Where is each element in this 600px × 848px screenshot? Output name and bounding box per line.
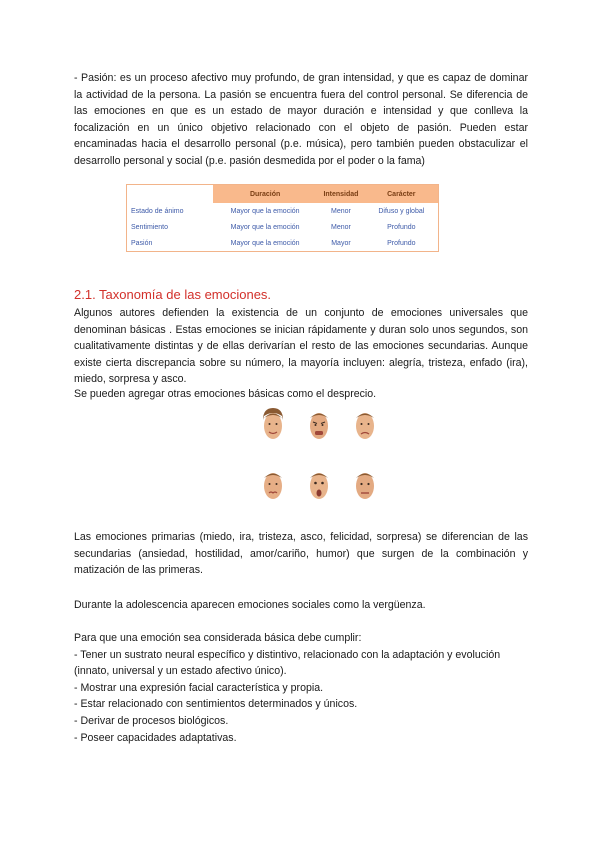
basic-emotions-paragraph: Algunos autores defienden la existencia de un conjunto de emociones universales que denominan básicas . Estas emociones se inician rápidamente y duran solo unos segundos, son cualitativamente distintas y de ellas derivarían el resto de las emociones secundarias. Aunque existe cierta discrepancia sobre su número, la mayoría incluyen: alegría, tristeza, enfado (ira), miedo, sorpresa y asco. — [74, 307, 528, 386]
emotions-comparison-table — [126, 184, 439, 252]
adolescence-paragraph: Durante la adolescencia aparecen emociones sociales como la vergüenza. — [74, 599, 426, 611]
list-item: - Derivar de procesos biológicos. — [74, 714, 229, 727]
table-header-intensidad: Intensidad — [317, 185, 364, 204]
table-cell-intensidad: Menor — [331, 207, 351, 215]
pasion-paragraph: - Pasión: es un proceso afectivo muy profundo, de gran intensidad, y que es capaz de dominar la actividad de la persona. La pasión se encuentra fuera del control personal. Se diferencia de las emociones en que es un estado de mayor duración e intensidad y que conlleva la focalización en un único objetivo relacionado con el objeto de pasión. Pueden estar encaminadas hacia el desarrollo personal (p.e. música), pero también pueden obstaculizar el desarrollo personal y social (p.e. pasión desmedida por el poder o la fama) — [74, 72, 528, 167]
table-row — [127, 219, 439, 235]
table-header-caracter: Carácter — [365, 185, 439, 204]
desprecio-paragraph: Se pueden agregar otras emociones básicas como el desprecio. — [74, 388, 377, 400]
table-header-blank — [127, 185, 214, 204]
table-cell-duracion: Mayor que la emoción — [230, 207, 300, 215]
criteria-list — [74, 630, 528, 746]
face-happy-icon — [260, 406, 286, 444]
table-cell-caracter: Profundo — [387, 223, 416, 231]
table-cell-duracion: Mayor que la emoción — [230, 223, 300, 231]
table-cell-label: Estado de ánimo — [131, 207, 184, 215]
table-cell-label: Sentimiento — [131, 223, 168, 231]
face-angry-icon — [306, 406, 332, 444]
table-header-row — [127, 185, 439, 204]
facial-expressions-image — [254, 404, 384, 512]
face-fear-icon — [352, 466, 378, 504]
primary-secondary-paragraph: Las emociones primarias (miedo, ira, tristeza, asco, felicidad, sorpresa) se diferencian de las secundarias (ansiedad, hostilidad, amor/cariño, humor) que surgen de la combinación y matización de las primeras. — [74, 531, 528, 577]
table-cell-intensidad: Menor — [331, 223, 351, 231]
section-heading: 2.1. Taxonomía de las emociones. — [74, 287, 272, 302]
table-cell-label: Pasión — [131, 239, 153, 247]
list-item: - Estar relacionado con sentimientos determinados y únicos. — [74, 698, 358, 711]
table-row — [127, 203, 439, 219]
table-cell-caracter: Difuso y global — [378, 207, 425, 215]
list-item: - Poseer capacidades adaptativas. — [74, 731, 237, 744]
criteria-intro: Para que una emoción sea considerada básica debe cumplir: — [74, 632, 362, 644]
list-item: - Mostrar una expresión facial característica y propia. — [74, 681, 324, 694]
list-item: - Tener un sustrato neural específico y distintivo, relacionado con la adaptación y evolución (innato, universal y un estado afectivo único). — [74, 648, 501, 678]
face-sad-icon — [352, 406, 378, 444]
face-disgust-icon — [260, 466, 286, 504]
face-surprise-icon — [306, 466, 332, 504]
table-header-duracion: Duración — [213, 185, 317, 204]
table-cell-duracion: Mayor que la emoción — [230, 239, 300, 247]
table-cell-intensidad: Mayor — [331, 239, 351, 247]
table-cell-caracter: Profundo — [387, 239, 416, 247]
table-row — [127, 235, 439, 252]
